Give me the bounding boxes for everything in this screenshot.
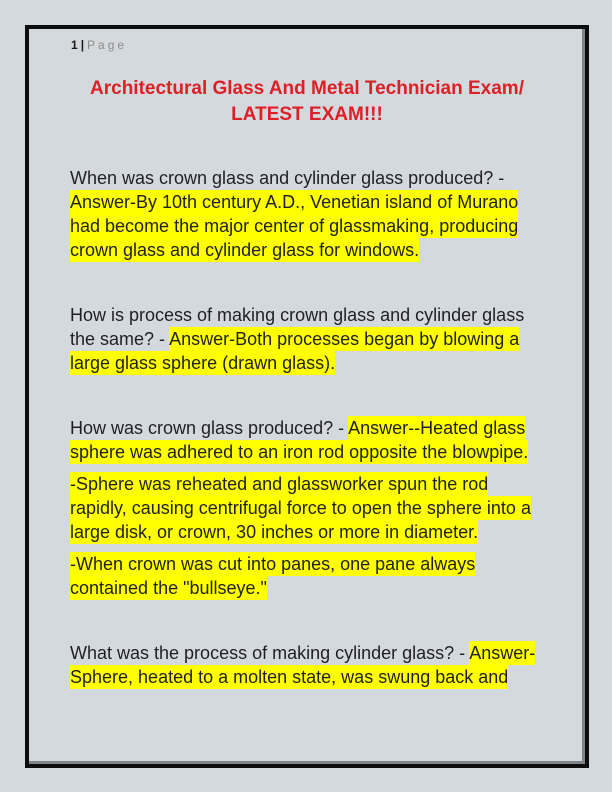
highlighted-text-run: Answer-By 10th century A.D., Venetian island of Murano had become the major center of glassmaking, producing crown glass and cylinder glass for windows. bbox=[70, 192, 519, 260]
page-number-separator: | bbox=[80, 38, 85, 52]
document-page bbox=[25, 25, 589, 768]
highlighted-text-run: Answer-Both processes began by blowing a large glass sphere (drawn glass). bbox=[70, 329, 520, 373]
paragraph bbox=[70, 303, 548, 375]
paragraph bbox=[70, 641, 548, 689]
highlighted-text-run: -When crown was cut into panes, one pane always contained the "bullseye." bbox=[70, 554, 476, 598]
text-run: What was the process of making cylinder glass? - bbox=[70, 643, 470, 663]
paragraph bbox=[70, 416, 548, 464]
text-run: How is process of making crown glass and cylinder glass the same? - bbox=[70, 305, 525, 349]
highlighted-text-run: -Sphere was reheated and glassworker spun the rod rapidly, causing centrifugal force to open the sphere into a large disk, or crown, 30 inches or more in diameter. bbox=[70, 474, 531, 542]
page-number-label: Page bbox=[87, 38, 128, 52]
document-body bbox=[70, 166, 548, 689]
highlighted-text-run: Answer-Sphere, heated to a molten state, was swung back and bbox=[70, 643, 536, 687]
document-title-line1: Architectural Glass And Metal Technician Exam/ bbox=[90, 78, 524, 99]
document-title-line2: LATEST EXAM!!! bbox=[231, 104, 383, 125]
page-number-value: 1 bbox=[71, 38, 78, 52]
highlighted-text-run: Answer--Heated glass sphere was adhered to an iron rod opposite the blowpipe. bbox=[70, 418, 529, 462]
document-title bbox=[70, 76, 544, 128]
paragraph bbox=[70, 552, 548, 600]
page-number bbox=[71, 38, 544, 52]
paragraph bbox=[70, 166, 548, 262]
text-run: How was crown glass produced? - bbox=[70, 418, 349, 438]
paragraph bbox=[70, 472, 548, 544]
text-run: When was crown glass and cylinder glass produced? - bbox=[70, 168, 505, 188]
